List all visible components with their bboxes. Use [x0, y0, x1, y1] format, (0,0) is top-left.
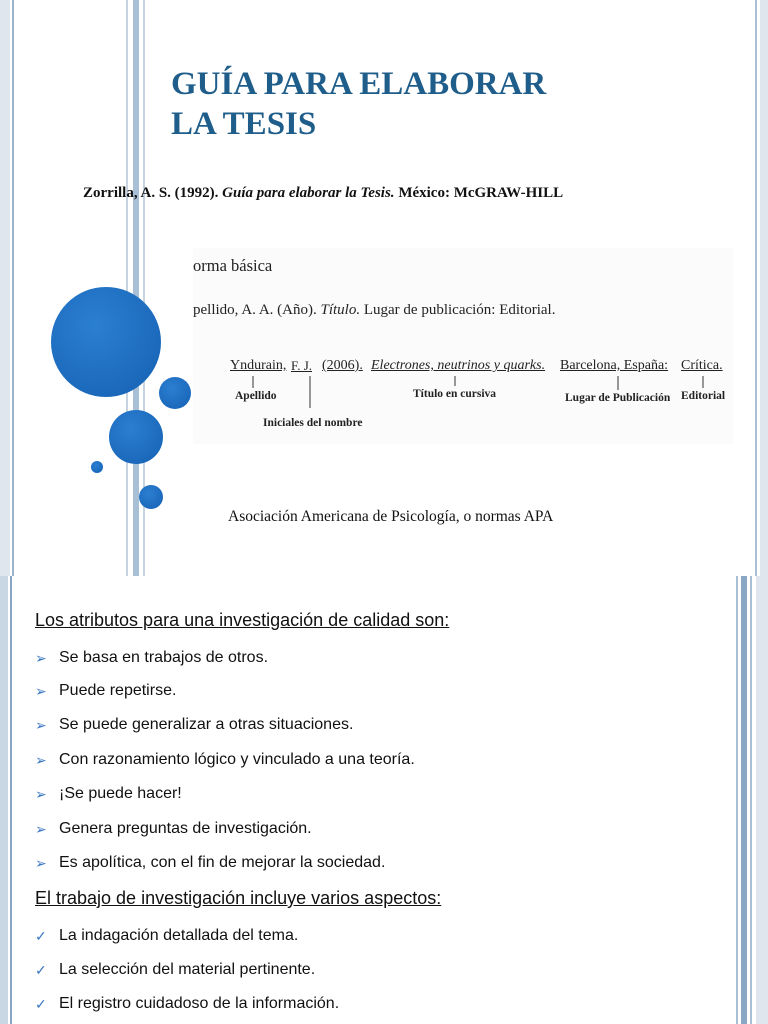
attributes-heading: Los atributos para una investigación de calidad son:	[35, 610, 450, 630]
list-item	[35, 995, 339, 1013]
slide-title	[171, 64, 731, 144]
apa-connector-lines	[193, 248, 733, 444]
arrow-bullet-icon: ➢	[35, 682, 47, 699]
example-title: Electrones, neutrinos y quarks.	[371, 358, 546, 373]
list-item	[35, 820, 312, 838]
rail-band	[133, 0, 139, 576]
title-line-2: LA TESIS	[171, 106, 317, 142]
label-titulo-cursiva: Título en cursiva	[413, 388, 497, 400]
left-rail-bar	[0, 0, 10, 576]
arrow-bullet-icon: ➢	[35, 785, 47, 802]
decorative-circle-large	[51, 287, 161, 397]
attribute-text: Se basa en trabajos de otros.	[59, 649, 269, 666]
decorative-circle	[159, 377, 191, 409]
list-item	[35, 682, 176, 700]
apa-caption: Asociación Americana de Psicología, o normas APA	[228, 508, 554, 525]
right-rail-line	[750, 576, 752, 1024]
example-editorial: Crítica.	[681, 358, 723, 373]
label-lugar: Lugar de Publicación	[565, 392, 671, 404]
label-apellido: Apellido	[235, 390, 277, 402]
example-initials: F. J.	[291, 358, 312, 373]
title-line-1: GUÍA PARA ELABORAR	[171, 66, 547, 102]
list-item	[35, 785, 182, 803]
apa-pattern-prefix: pellido, A. A. (Año).	[193, 302, 317, 318]
attribute-text: Genera preguntas de investigación.	[59, 820, 312, 837]
arrow-bullet-icon: ➢	[35, 820, 47, 837]
list-item	[35, 927, 298, 945]
checkmark-icon: ✓	[35, 995, 47, 1012]
book-citation	[83, 184, 721, 202]
aspects-heading: El trabajo de investigación incluye varios aspectos:	[35, 888, 442, 908]
citation-publisher: México: McGRAW-HILL	[398, 185, 564, 201]
arrow-bullet-icon: ➢	[35, 854, 47, 871]
example-place: Barcelona, España:	[560, 358, 669, 373]
example-surname: Yndurain,	[230, 358, 287, 373]
slide-2	[0, 576, 768, 1024]
list-item	[35, 649, 268, 667]
label-editorial: Editorial	[681, 390, 726, 402]
list-item	[35, 961, 315, 979]
list-item	[35, 751, 415, 769]
attribute-text: Con razonamiento lógico y vinculado a una teoría.	[59, 751, 415, 768]
right-rail-bar	[756, 576, 768, 1024]
attribute-text: ¡Se puede hacer!	[59, 785, 182, 802]
apa-heading: orma básica	[193, 256, 273, 275]
right-rail-line	[755, 0, 757, 576]
list-item	[35, 854, 385, 872]
left-rail-bar	[0, 576, 8, 1024]
apa-example-figure	[193, 248, 733, 444]
attribute-text: Se puede generalizar a otras situaciones.	[59, 716, 354, 733]
decorative-circle	[139, 485, 163, 509]
decorative-circle-small	[91, 461, 103, 473]
left-rail-line	[12, 0, 14, 576]
aspect-text: La selección del material pertinente.	[59, 961, 316, 978]
right-rail-line	[736, 576, 738, 1024]
apa-pattern-title: Título.	[320, 302, 361, 318]
attribute-text: Puede repetirse.	[59, 682, 177, 699]
arrow-bullet-icon: ➢	[35, 716, 47, 733]
left-rail-line	[10, 576, 12, 1024]
citation-authors-year: Zorrilla, A. S. (1992).	[83, 185, 219, 201]
arrow-bullet-icon: ➢	[35, 649, 47, 666]
arrow-bullet-icon: ➢	[35, 751, 47, 768]
decorative-circle	[109, 410, 163, 464]
rail-line	[126, 0, 128, 576]
right-rail-bar	[760, 0, 768, 576]
aspect-text: La indagación detallada del tema.	[59, 927, 299, 944]
checkmark-icon: ✓	[35, 961, 47, 978]
checkmark-icon: ✓	[35, 927, 47, 944]
aspect-text: El registro cuidadoso de la información.	[59, 995, 340, 1012]
example-year: (2006).	[322, 358, 363, 373]
citation-book-title: Guía para elaborar la Tesis.	[222, 185, 395, 201]
apa-pattern-suffix: Lugar de publicación: Editorial.	[363, 302, 556, 318]
list-item	[35, 716, 353, 734]
attribute-text: Es apolítica, con el fin de mejorar la sociedad.	[59, 854, 386, 871]
right-rail-band	[741, 576, 747, 1024]
label-iniciales: Iniciales del nombre	[263, 417, 363, 429]
